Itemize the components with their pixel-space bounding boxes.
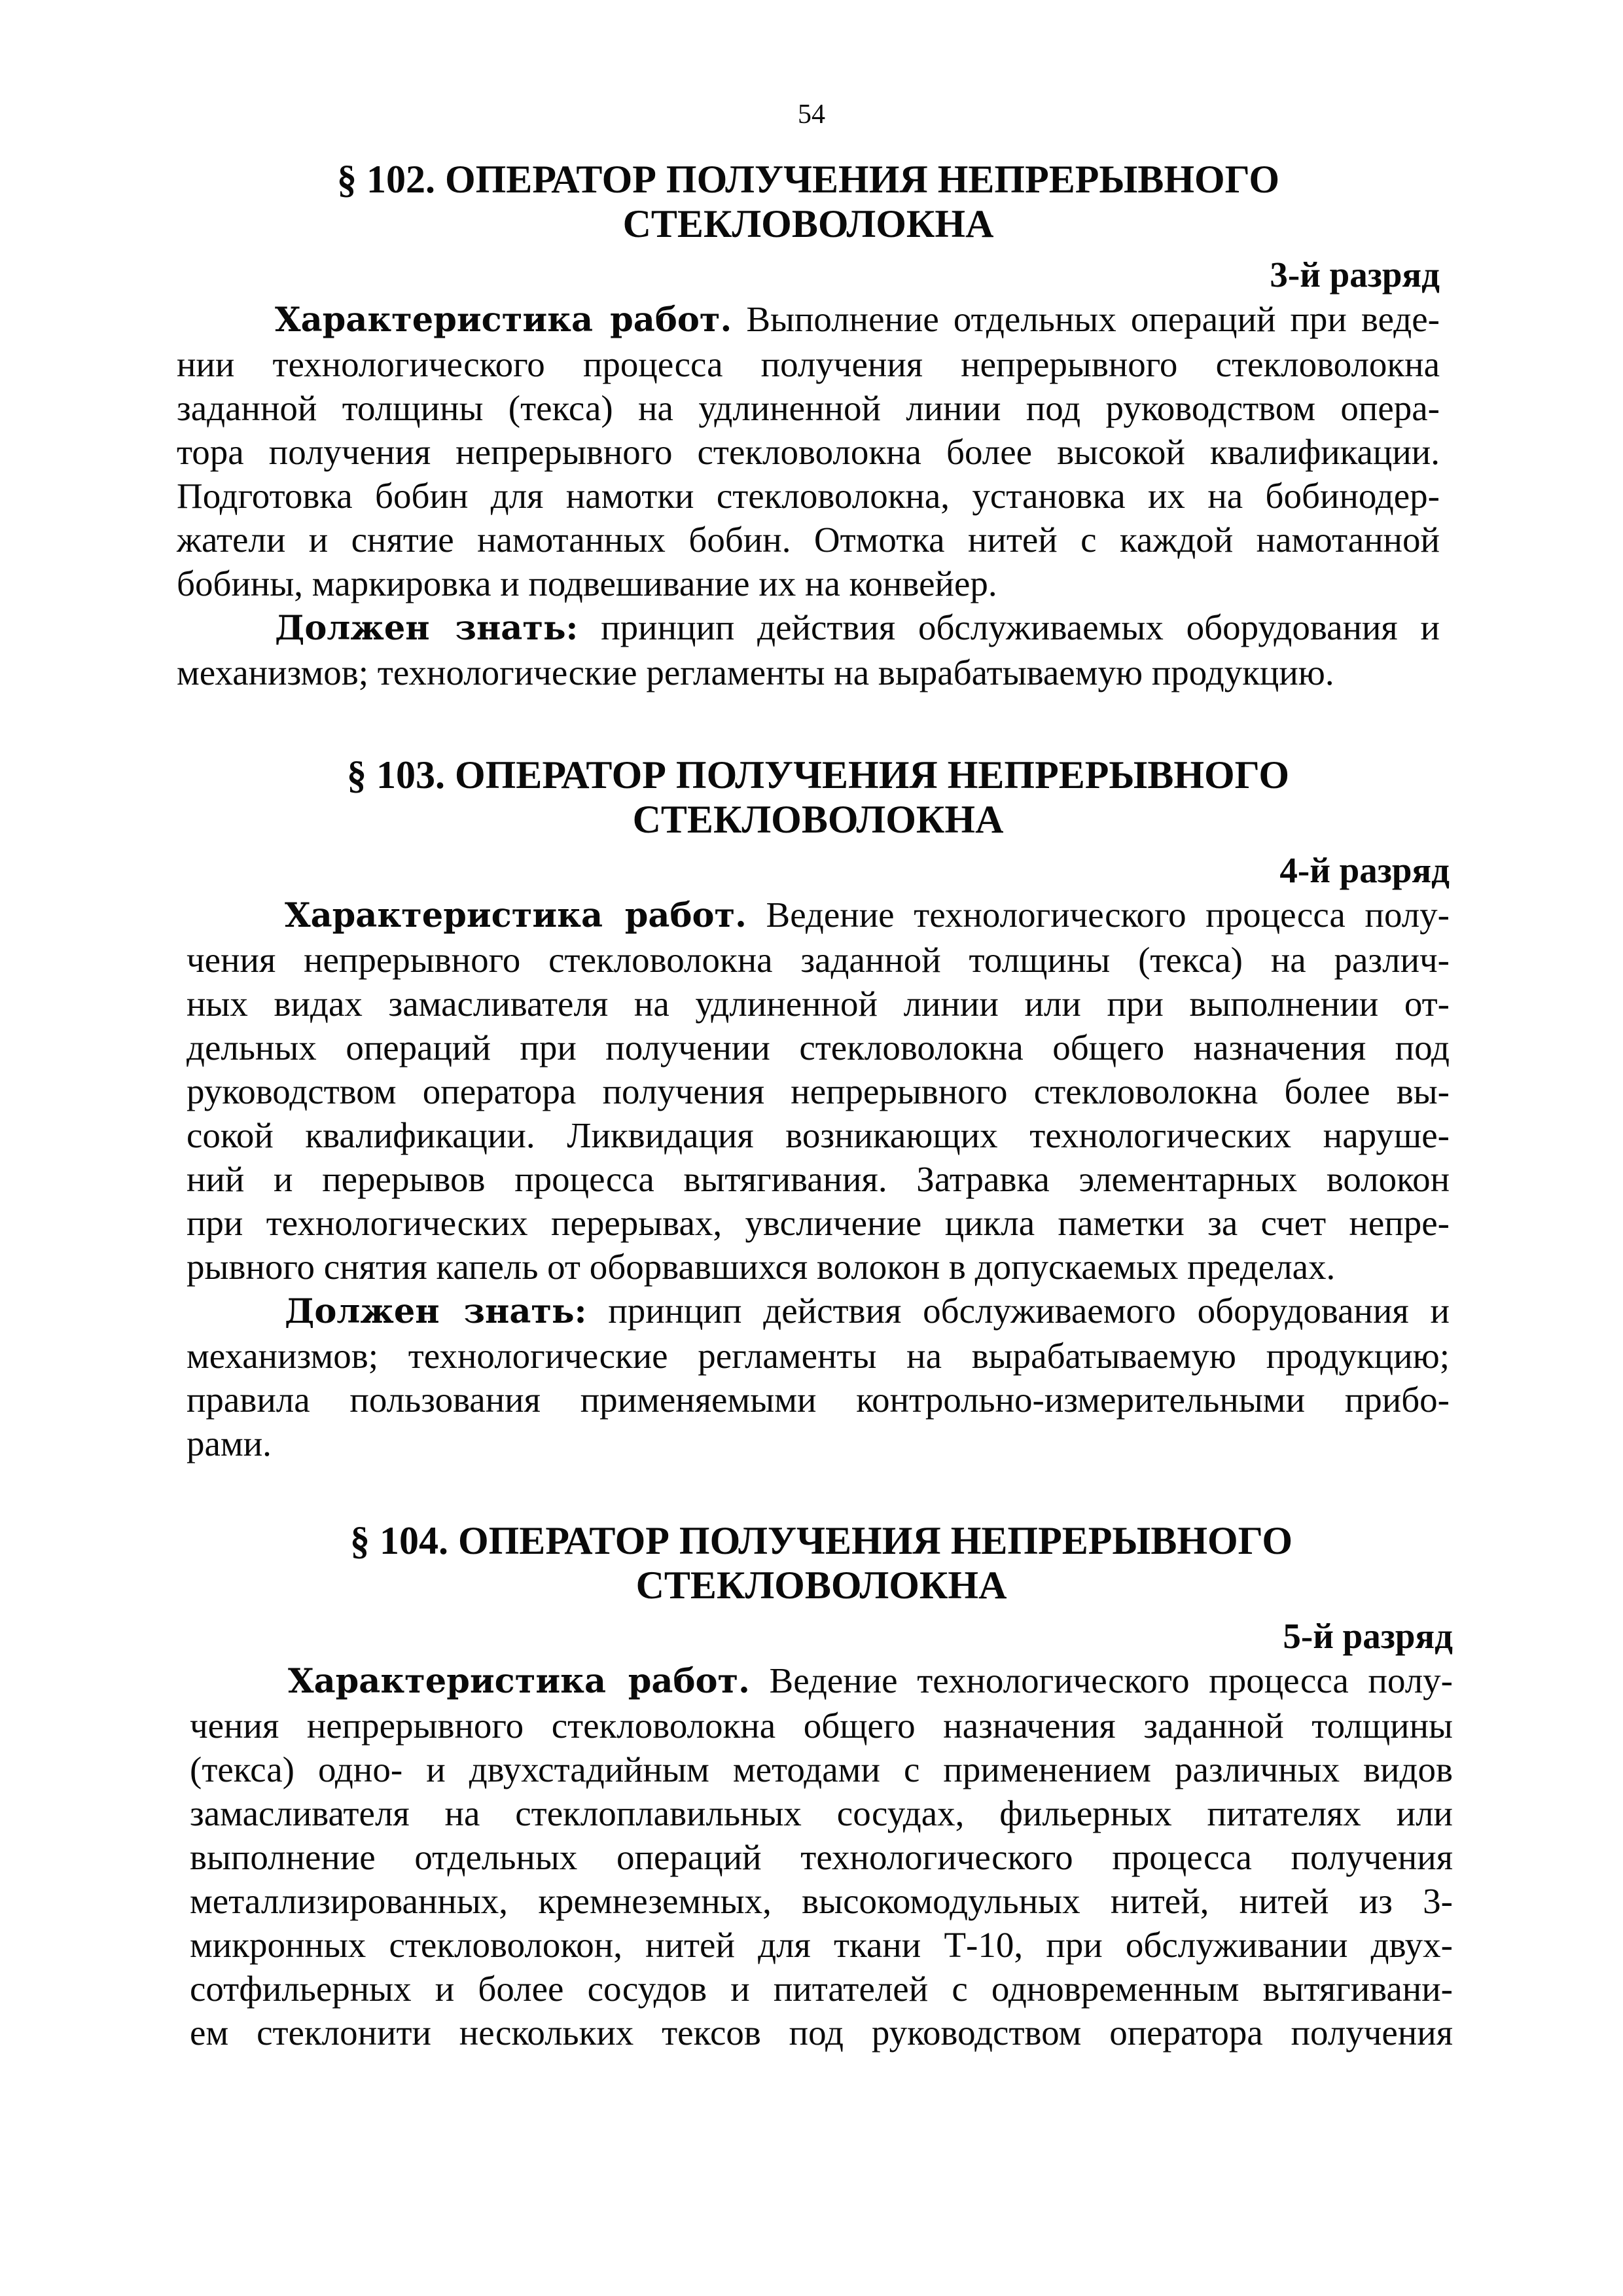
text-line: рами. <box>187 1424 272 1463</box>
page-number: 54 <box>798 99 825 130</box>
text-line: тора получения непрерывного стекловолокна более высокой квалификации. <box>177 432 1440 472</box>
grade-label: 4-й разряд <box>1279 850 1450 890</box>
text-line: бобины, маркировка и подвешивание их на конвейер. <box>177 564 997 603</box>
grade-label: 5-й разряд <box>1283 1616 1453 1656</box>
section-heading <box>187 753 1450 842</box>
text-line: заданной толщины (текса) на удлиненной линии под руководством опера- <box>177 388 1440 428</box>
text-line: руководством оператора получения непрерывного стекловолокна более вы- <box>187 1071 1450 1111</box>
text-line: дельных операций при получении стекловолокна общего назначения под <box>187 1028 1450 1067</box>
text-line: Характеристика работ. Выполнение отдельных операций при веде- <box>275 299 1440 340</box>
heading-line-2: СТЕКЛОВОЛОКНА <box>635 1564 1007 1607</box>
required-knowledge <box>187 1289 1450 1465</box>
text-line: чения непрерывного стекловолокна общего назначения заданной толщины <box>190 1706 1453 1746</box>
heading-line-1: § 102. ОПЕРАТОР ПОЛУЧЕНИЯ НЕПРЕРЫВНОГО <box>336 158 1280 201</box>
know-label: Должен знать: <box>285 1292 587 1331</box>
text-line: механизмов; технологические регламенты на вырабатываемую продукцию. <box>177 653 1334 692</box>
text-line: ем стеклонити нескольких тексов под руководством оператора получения <box>190 2013 1453 2053</box>
text-line: выполнение отдельных операций технологического процесса получения <box>190 1837 1453 1877</box>
required-knowledge <box>177 605 1440 694</box>
text-line: рывного снятия капель от оборвавшихся волокон в допускаемых пределах. <box>187 1247 1336 1287</box>
text-line: Должен знать: принцип действия обслуживаемого оборудования и <box>285 1291 1450 1331</box>
text-line: правила пользования применяемыми контрольно-измерительными прибо- <box>187 1380 1450 1420</box>
text-line: металлизированных, кремнеземных, высокомодульных нитей, нитей из 3- <box>190 1881 1453 1921</box>
heading-line-1: § 103. ОПЕРАТОР ПОЛУЧЕНИЯ НЕПРЕРЫВНОГО <box>346 753 1290 797</box>
text-line: при технологических перерывах, увсличение цикла паметки за счет непре- <box>187 1203 1450 1243</box>
work-label: Характеристика работ. <box>275 300 732 340</box>
section-heading <box>177 157 1440 246</box>
text-line: Должен знать: принцип действия обслуживаемых оборудования и <box>275 607 1440 648</box>
work-characteristics <box>190 1659 1453 2054</box>
text-line: Характеристика работ. Ведение технологического процесса полу- <box>285 895 1450 935</box>
heading-line-1: § 104. ОПЕРАТОР ПОЛУЧЕНИЯ НЕПРЕРЫВНОГО <box>349 1519 1293 1562</box>
heading-line-2: СТЕКЛОВОЛОКНА <box>622 202 994 245</box>
text-line: замасливателя на стеклоплавильных сосудах, фильерных питателях или <box>190 1793 1453 1833</box>
section-104 <box>190 1518 1453 2054</box>
work-label: Характеристика работ. <box>285 896 747 935</box>
text-line: ний и перерывов процесса вытягивания. Затравка элементарных волокон <box>187 1159 1450 1199</box>
text-line: (текса) одно- и двухстадийным методами с применением различных видов <box>190 1749 1453 1789</box>
work-label: Характеристика работ. <box>288 1662 750 1701</box>
section-102 <box>177 157 1440 694</box>
text-line: Подготовка бобин для намотки стекловолокна, установка их на бобинодер- <box>177 476 1440 516</box>
text-line: жатели и снятие намотанных бобин. Отмотка нитей с каждой намотанной <box>177 520 1440 560</box>
text-line: механизмов; технологические регламенты на вырабатываемую продукцию; <box>187 1336 1450 1376</box>
work-characteristics <box>187 893 1450 1289</box>
section-heading <box>190 1518 1453 1607</box>
text-line: сотфильерных и более сосудов и питателей с одновременным вытягивани- <box>190 1969 1453 2009</box>
work-characteristics <box>177 297 1440 605</box>
text-line: Характеристика работ. Ведение технологического процесса полу- <box>288 1660 1453 1701</box>
heading-line-2: СТЕКЛОВОЛОКНА <box>632 798 1004 841</box>
text-line: нии технологического процесса получения непрерывного стекловолокна <box>177 344 1440 384</box>
text-line: микронных стекловолокон, нитей для ткани Т-10, при обслуживании двух- <box>190 1925 1453 1965</box>
text-line: сокой квалификации. Ликвидация возникающих технологических наруше- <box>187 1115 1450 1155</box>
text-line: чения непрерывного стекловолокна заданной толщины (текса) на различ- <box>187 940 1450 980</box>
know-label: Должен знать: <box>275 609 579 648</box>
section-103 <box>187 753 1450 1465</box>
text-line: ных видах замасливателя на удлиненной линии или при выполнении от- <box>187 984 1450 1024</box>
grade-label: 3-й разряд <box>1270 255 1440 295</box>
